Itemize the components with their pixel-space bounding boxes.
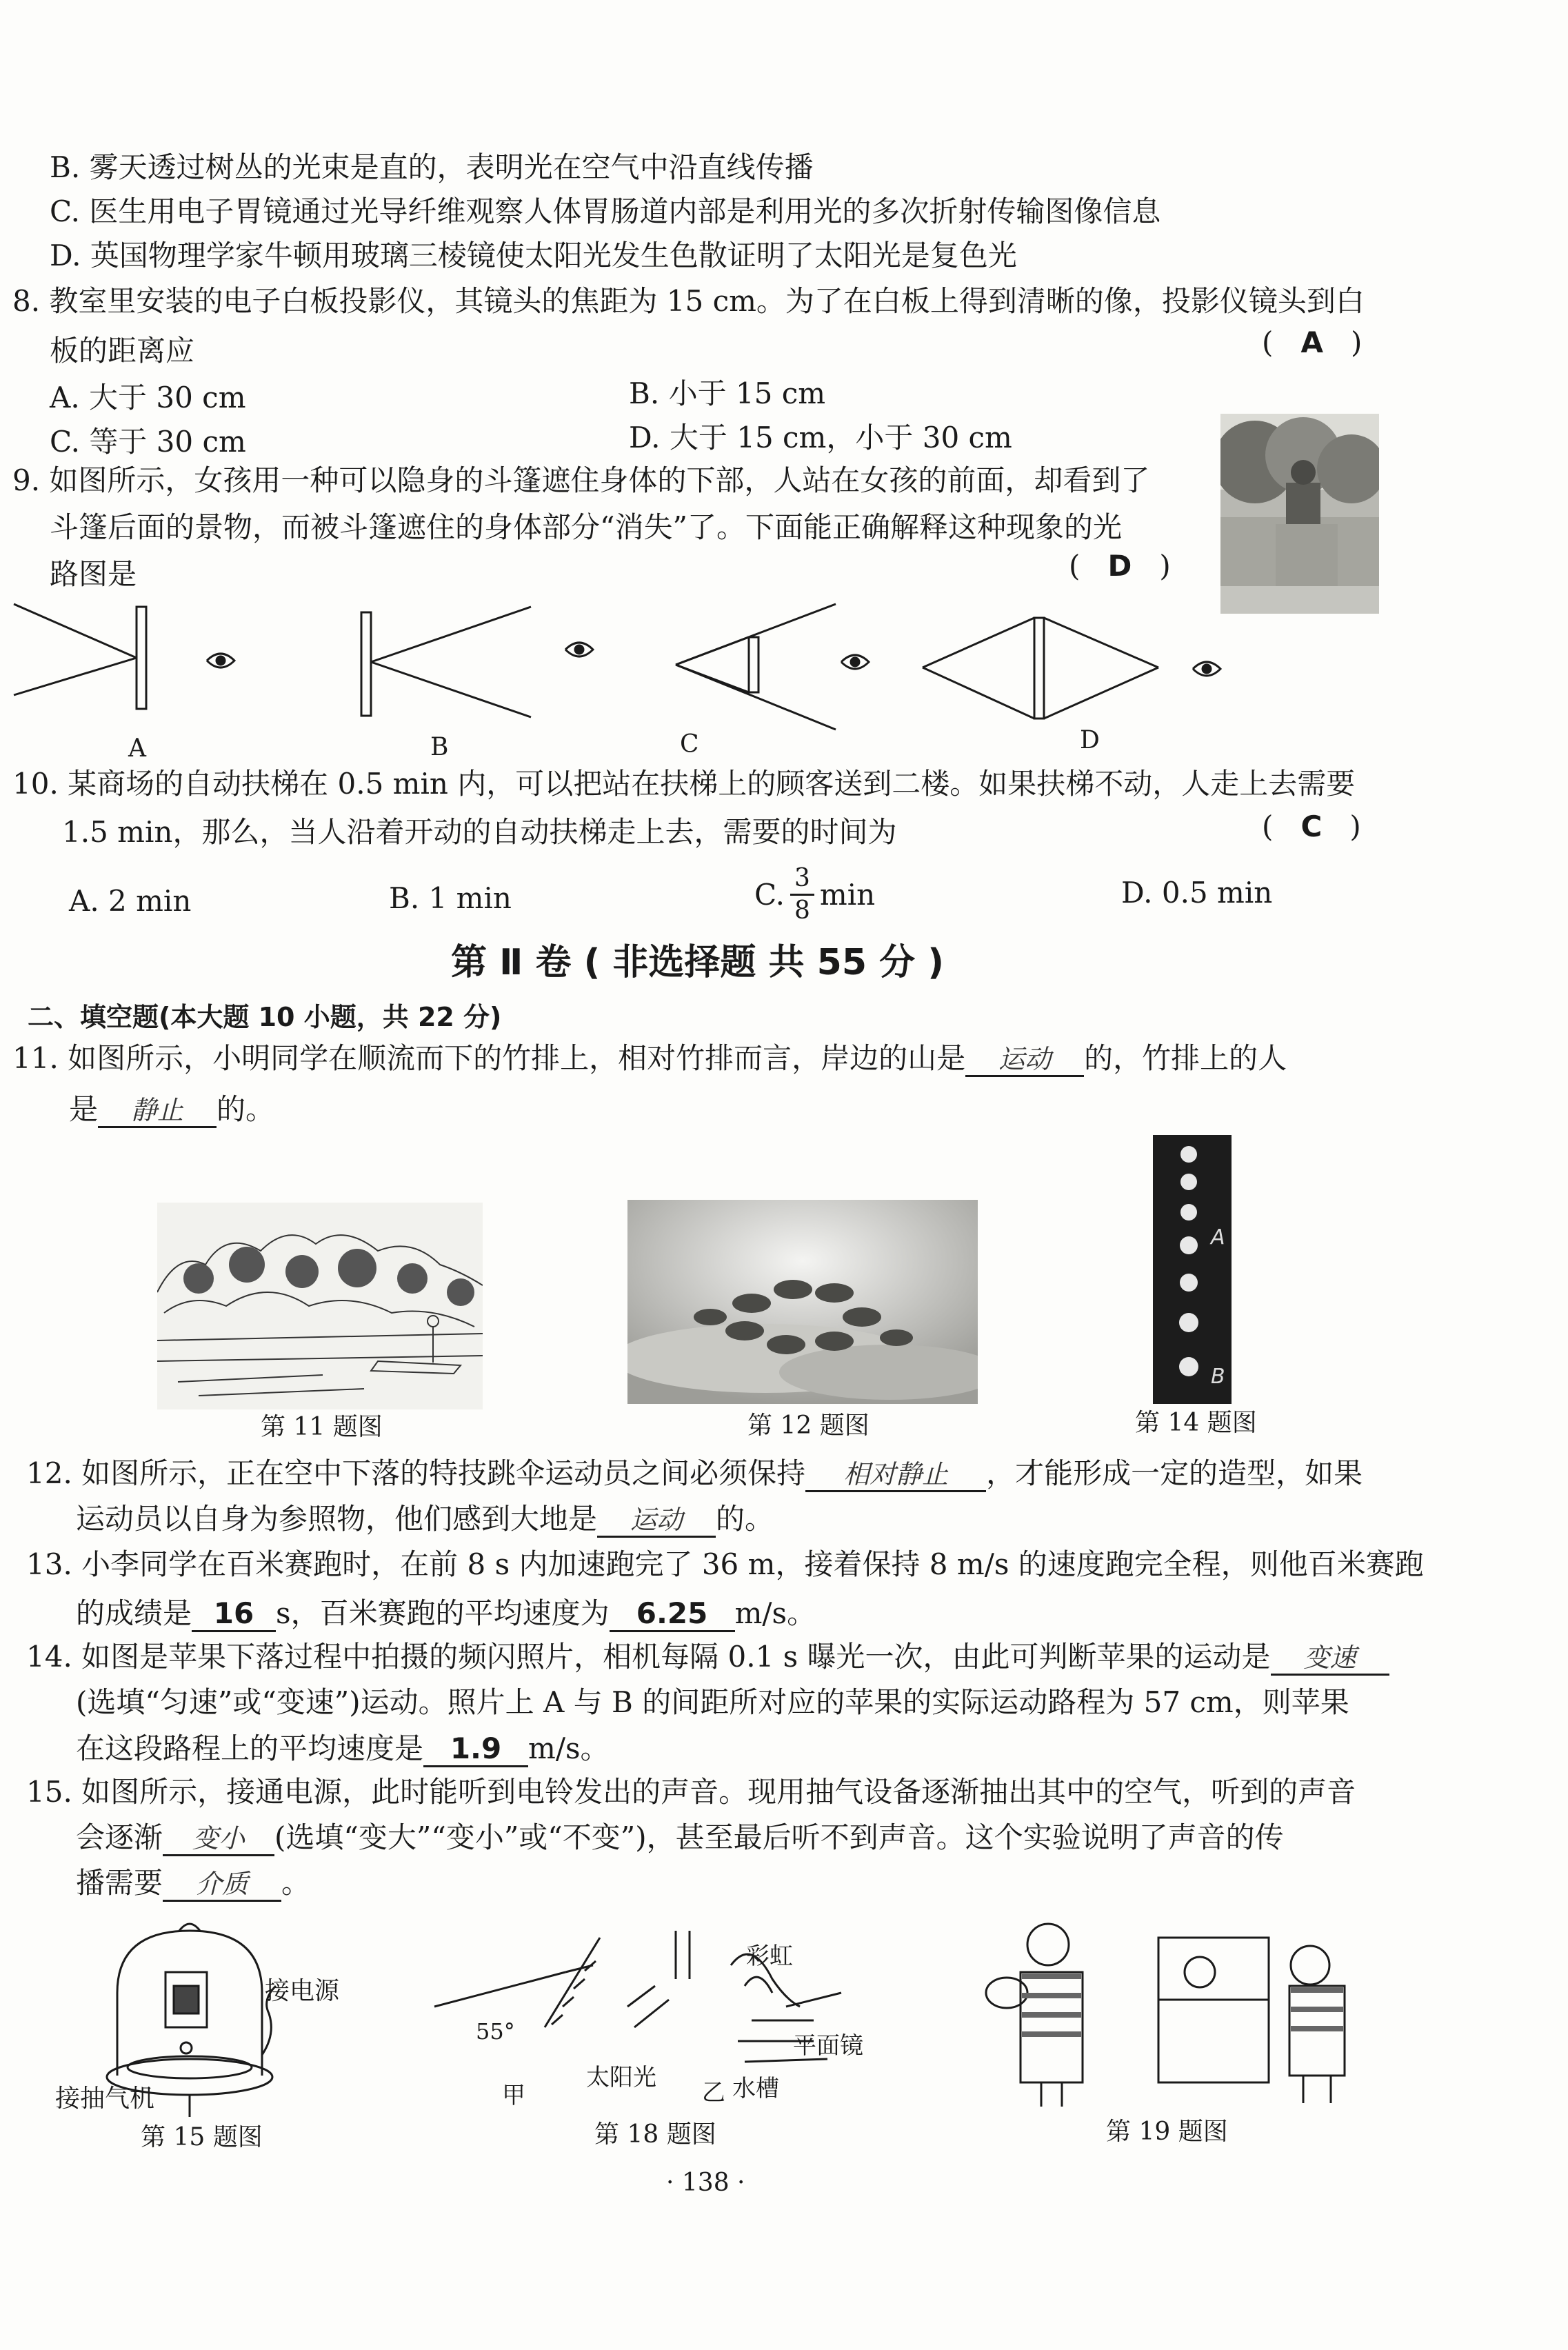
fig11-caption: 第 11 题图 bbox=[261, 1413, 383, 1441]
q11-line2 bbox=[69, 1092, 275, 1128]
q8-answer-bracket: ( A ) bbox=[1262, 325, 1363, 359]
q10-stem-line1: 10. 某商场的自动扶梯在 0.5 min 内，可以把站在扶梯上的顾客送到二楼。如果扶梯不动，人走上去需要 bbox=[12, 767, 1356, 801]
q15-answer-2: 介质 bbox=[163, 1869, 281, 1902]
q14-text-1: 14. 如图是苹果下落过程中拍摄的频闪照片，相机每隔 0.1 s 曝光一次，由此可判断苹果的运动是 bbox=[26, 1640, 1271, 1674]
q11-text-3: 是 bbox=[69, 1092, 99, 1126]
q9-cloak-girl-photo bbox=[1220, 414, 1379, 614]
q7-option-b: B. 雾天透过树丛的光束是直的，表明光在空气中沿直线传播 bbox=[50, 150, 814, 184]
q9-diagram-b bbox=[361, 607, 593, 717]
q10-answer: C bbox=[1300, 810, 1323, 843]
fig18-label-sun: 太阳光 bbox=[586, 2064, 656, 2091]
q8-option-d: D. 大于 15 cm，小于 30 cm bbox=[629, 421, 1012, 454]
q10-answer-bracket: ( C ) bbox=[1262, 810, 1361, 843]
fig12-skydivers-photo bbox=[627, 1200, 978, 1404]
q15-text-4: 播需要 bbox=[76, 1866, 163, 1900]
q8-answer: A bbox=[1300, 325, 1323, 359]
q11-answer-2: 静止 bbox=[98, 1096, 217, 1128]
fig19-caption: 第 19 题图 bbox=[1106, 2118, 1228, 2146]
q13-text-4: m/s。 bbox=[734, 1596, 816, 1630]
q8-option-c: C. 等于 30 cm bbox=[50, 425, 246, 459]
q9-stem-line2: 斗篷后面的景物，而被斗篷遮住的身体部分“消失”了。下面能正确解释这种现象的光 bbox=[50, 510, 1122, 544]
q12-line1 bbox=[26, 1456, 1363, 1492]
q7-option-c: C. 医生用电子胃镜通过光导纤维观察人体胃肠道内部是利用光的多次折射传输图像信息 bbox=[50, 194, 1161, 228]
q12-answer-2: 运动 bbox=[597, 1505, 716, 1538]
q13-line1: 13. 小李同学在百米赛跑时，在前 8 s 内加速跑完了 36 m，接着保持 8 m/s 的速度跑完全程，则他百米赛跑 bbox=[26, 1547, 1424, 1581]
q15-text-2: 会逐渐 bbox=[76, 1820, 163, 1854]
q8-stem-line2: 板的距离应 bbox=[50, 334, 195, 368]
q10-option-c bbox=[754, 866, 875, 923]
q10-option-c-numerator: 3 bbox=[790, 866, 814, 896]
q10-option-c-denominator: 8 bbox=[794, 896, 810, 925]
q15-answer-1: 变小 bbox=[163, 1824, 274, 1856]
q10-stem-line2: 1.5 min，那么，当人沿着开动的自动扶梯走上去，需要的时间为 bbox=[62, 815, 897, 849]
q11-line1 bbox=[12, 1041, 1287, 1077]
q9-label-c: C bbox=[680, 730, 699, 759]
q8-option-a: A. 大于 30 cm bbox=[50, 381, 246, 414]
fig18-label-yi: 乙 bbox=[702, 2079, 725, 2107]
q12-text-4: 的。 bbox=[716, 1502, 774, 1536]
q14-line2: (选填“匀速”或“变速”)运动。照片上 A 与 B 的间距所对应的苹果的实际运动路程为 57 cm，则苹果 bbox=[76, 1685, 1349, 1719]
q7-option-d: D. 英国物理学家牛顿用玻璃三棱镜使太阳光发生色散证明了太阳光是复色光 bbox=[50, 239, 1017, 272]
q12-text-3: 运动员以自身为参照物，他们感到大地是 bbox=[76, 1502, 598, 1536]
fig18-label-mirror: 平面镜 bbox=[793, 2032, 863, 2060]
q9-stem-line1: 9. 如图所示，女孩用一种可以隐身的斗篷遮住身体的下部，人站在女孩的前面，却看到了 bbox=[12, 463, 1150, 497]
q10-option-a: A. 2 min bbox=[69, 884, 192, 918]
q9-answer-bracket: ( D ) bbox=[1069, 549, 1171, 583]
fig18-label-angle: 55° bbox=[476, 2018, 515, 2045]
fig19-boys-illustration bbox=[979, 1917, 1386, 2110]
fig18-label-rainbow: 彩虹 bbox=[746, 1942, 793, 1970]
q9-stem-line3: 路图是 bbox=[50, 557, 137, 591]
q15-line3 bbox=[76, 1866, 311, 1902]
fig18-caption: 第 18 题图 bbox=[594, 2120, 716, 2149]
q10-option-c-prefix: C. bbox=[754, 877, 785, 912]
fig11-bamboo-raft-illustration bbox=[157, 1203, 483, 1409]
fig14-caption: 第 14 题图 bbox=[1135, 1409, 1257, 1437]
fig15-label-power: 接电源 bbox=[265, 1977, 340, 2005]
q10-option-b: B. 1 min bbox=[389, 881, 512, 915]
q14-text-4: m/s。 bbox=[528, 1731, 610, 1765]
q11-answer-1: 运动 bbox=[965, 1045, 1084, 1077]
q13-answer-1: 16 bbox=[192, 1597, 276, 1632]
q9-label-d: D bbox=[1080, 726, 1100, 754]
q13-answer-2: 6.25 bbox=[610, 1597, 735, 1632]
q12-line2 bbox=[76, 1502, 774, 1538]
q9-label-a: A bbox=[128, 734, 146, 763]
part2-heading: 二、填空题(本大题 10 小题，共 22 分) bbox=[28, 1002, 502, 1032]
fig12-caption: 第 12 题图 bbox=[747, 1412, 870, 1440]
q9-label-b: B bbox=[430, 733, 449, 761]
q8-stem-line1: 8. 教室里安装的电子白板投影仪，其镜头的焦距为 15 cm。为了在白板上得到清晰的像，投影仪镜头到白 bbox=[12, 284, 1365, 318]
fig18-rainbow-diagram bbox=[428, 1924, 952, 2089]
q11-text-4: 的。 bbox=[217, 1092, 275, 1126]
fig14-strobe-apple-photo bbox=[1153, 1135, 1232, 1404]
q14-answer-2: 1.9 bbox=[423, 1732, 528, 1767]
q10-option-c-unit: min bbox=[819, 877, 876, 912]
fig14-label-b: B bbox=[1211, 1365, 1225, 1389]
q15-text-5: 。 bbox=[281, 1866, 311, 1900]
q12-text-1: 12. 如图所示，正在空中下落的特技跳伞运动员之间必须保持 bbox=[26, 1456, 806, 1490]
page-number: · 138 · bbox=[666, 2169, 745, 2197]
q13-line2 bbox=[76, 1597, 816, 1632]
q14-line1 bbox=[26, 1640, 1389, 1676]
q12-text-2: ，才能形成一定的造型，如果 bbox=[986, 1456, 1363, 1490]
q15-line1: 15. 如图所示，接通电源，此时能听到电铃发出的声音。现用抽气设备逐渐抽出其中的空气，听到的声音 bbox=[26, 1775, 1356, 1809]
section-title: 第 Ⅱ 卷 ( 非选择题 共 55 分 ) bbox=[451, 942, 944, 983]
q11-text-1: 11. 如图所示，小明同学在顺流而下的竹排上，相对竹排而言，岸边的山是 bbox=[12, 1041, 966, 1075]
fig15-caption: 第 15 题图 bbox=[141, 2123, 263, 2151]
fig18-label-tank: 水槽 bbox=[732, 2075, 779, 2102]
q10-option-d: D. 0.5 min bbox=[1121, 876, 1273, 910]
q9-diagram-c bbox=[676, 604, 869, 730]
q15-line2 bbox=[76, 1820, 1284, 1856]
fig14-label-a: A bbox=[1211, 1225, 1225, 1249]
q14-line3 bbox=[76, 1732, 610, 1767]
q11-text-2: 的，竹排上的人 bbox=[1084, 1041, 1287, 1075]
q15-text-3: (选填“变大”“变小”或“不变”)，甚至最后听不到声音。这个实验说明了声音的传 bbox=[274, 1820, 1284, 1854]
q9-diagram-a bbox=[14, 604, 234, 709]
q14-text-3: 在这段路程上的平均速度是 bbox=[76, 1731, 424, 1765]
q9-answer: D bbox=[1107, 549, 1132, 583]
q9-diagram-d bbox=[923, 618, 1220, 719]
fig18-label-jia: 甲 bbox=[502, 2082, 525, 2109]
q13-text-3: s，百米赛跑的平均速度为 bbox=[276, 1596, 610, 1630]
fig15-label-pump: 接抽气机 bbox=[55, 2085, 155, 2113]
q13-text-2: 的成绩是 bbox=[76, 1596, 192, 1630]
q14-answer-1: 变速 bbox=[1271, 1643, 1389, 1676]
q10-option-c-fraction bbox=[790, 866, 814, 923]
q12-answer-1: 相对静止 bbox=[805, 1460, 986, 1492]
q8-option-b: B. 小于 15 cm bbox=[629, 376, 826, 410]
